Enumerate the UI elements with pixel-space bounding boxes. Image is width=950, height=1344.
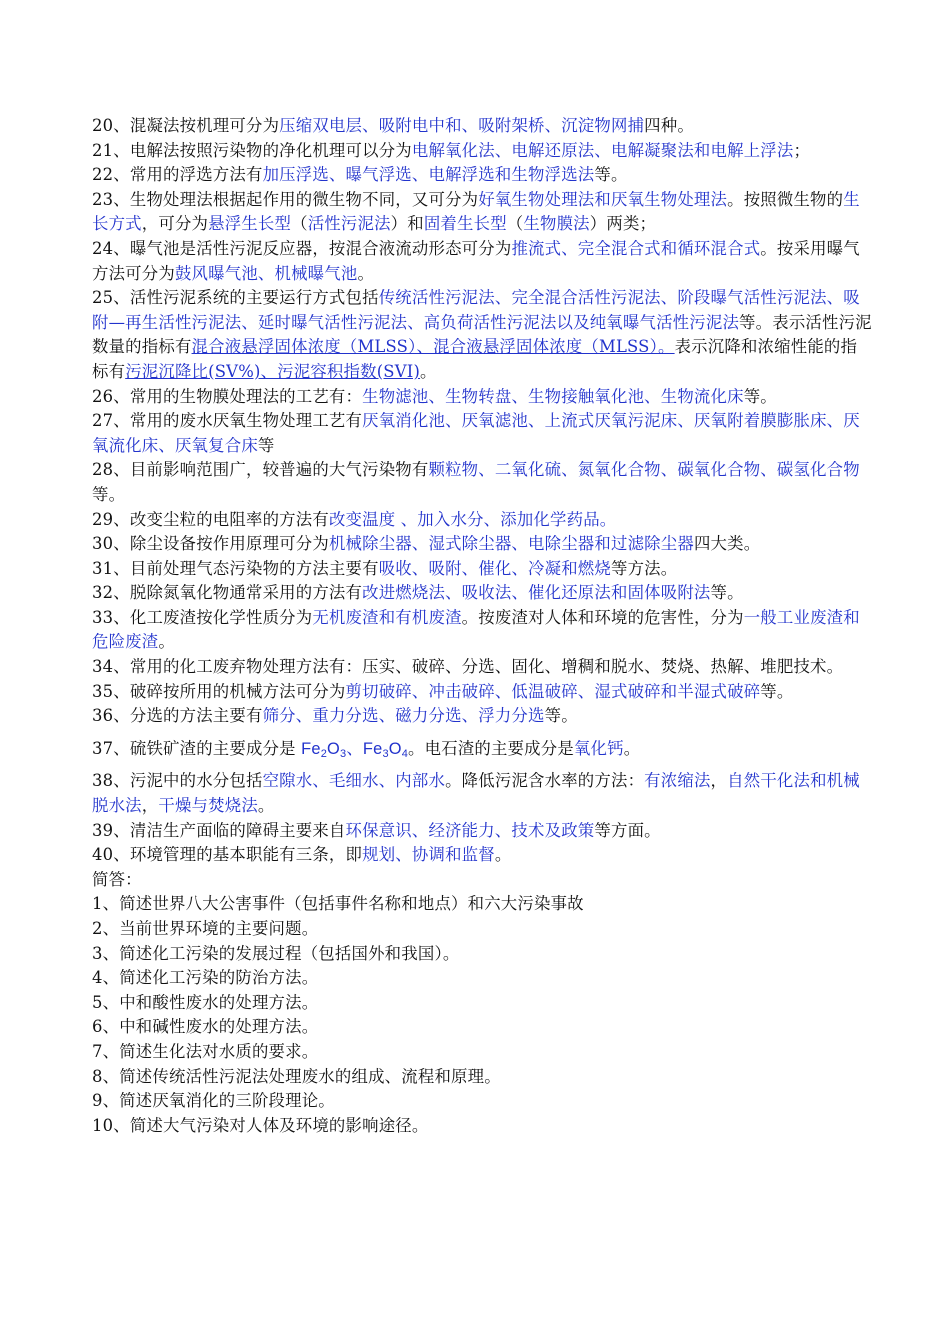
answer-text: 规划、协调和监督 <box>362 845 495 865</box>
answer-text: 加压浮选、曝气浮选、电解浮选和生物浮选法 <box>262 165 595 185</box>
fill-in-item-38 <box>92 769 872 818</box>
short-answer-item: 2、当前世界环境的主要问题。 <box>92 919 319 938</box>
question-text: 38、污泥中的水分包括 <box>92 771 263 791</box>
answer-text: Fe <box>301 739 321 758</box>
answer-text: 一般工业废渣和危险废渣 <box>92 607 860 652</box>
question-text: 四种。 <box>644 116 694 135</box>
answer-text: 电解氧化法、电解还原法、电解凝聚法和电解上浮法 <box>411 140 794 160</box>
question-text: 25、活性污泥系统的主要运行方式包括 <box>92 288 379 308</box>
question-text: 等 <box>257 435 275 455</box>
question-text: 35、破碎按所用的机械方法可分为 <box>92 681 346 701</box>
fill-in-item-33 <box>92 606 872 655</box>
answer-text: 筛分、重力分选、磁力分选、浮力分选 <box>262 706 545 726</box>
answer-text: 固着生长型 <box>423 214 507 234</box>
answer-text: 环保意识、经济能力、技术及政策 <box>345 820 595 840</box>
short-answer-item: 9、简述厌氧消化的三阶段理论。 <box>92 1091 335 1111</box>
question-text: 39、清洁生产面临的障碍主要来自 <box>92 820 346 840</box>
question-text: 26、常用的生物膜处理法的工艺有： <box>92 386 363 406</box>
question-text: 。按照微生物的 <box>727 189 844 209</box>
question-text: 22、常用的浮选方法有 <box>92 165 263 185</box>
short-answer-item: 7、简述生化法对水质的要求。 <box>92 1041 319 1061</box>
answer-text: 空隙水、毛细水、内部水 <box>262 771 446 791</box>
answer-text: 污泥沉降比(SV%)、污泥容积指数(SVI) <box>125 361 421 381</box>
answer-text: 生物滤池、生物转盘、生物接触氧化池、生物流化床 <box>362 386 744 406</box>
question-text: 等。 <box>544 706 578 726</box>
question-text: 28、目前影响范围广，较普遍的大气污染物有 <box>92 460 429 480</box>
fill-in-item-39 <box>92 819 872 844</box>
question-text: 24、曝气池是活性污泥反应器，按混合液流动形态可分为 <box>92 238 512 258</box>
fill-in-item-37 <box>92 737 872 762</box>
question-text: 表示沉降和浓缩性能的指标有 <box>92 337 858 381</box>
short-answer-heading: 简答： <box>92 869 142 889</box>
question-text: 等方面。 <box>594 820 661 840</box>
question-text: 。降低污泥含水率的方法： <box>445 771 645 791</box>
answer-text: 无机废渣和有机废渣 <box>312 607 462 627</box>
fill-in-item-40 <box>92 843 872 868</box>
question-text: 等。 <box>760 681 794 701</box>
question-text: （ <box>506 214 524 234</box>
answer-text: Fe <box>362 739 383 758</box>
answer-text: O <box>388 739 402 758</box>
question-text: ，可分为 <box>141 214 209 234</box>
answer-text: 生长方式 <box>92 189 860 234</box>
question-text: 33、化工废渣按化学性质分为 <box>92 607 313 627</box>
short-answer-item: 4、简述化工污染的防治方法。 <box>92 968 319 988</box>
question-text: 。 <box>158 632 175 652</box>
answer-text: O <box>327 739 340 758</box>
fill-in-item-28 <box>92 458 872 507</box>
question-text: ）两类； <box>589 214 657 234</box>
question-text: 。 <box>357 263 375 283</box>
question-text: ； <box>793 140 811 160</box>
question-text: 四大类。 <box>693 534 761 554</box>
fill-in-item-22 <box>92 163 872 188</box>
short-answer-item: 8、简述传统活性污泥法处理废水的组成、流程和原理。 <box>92 1066 501 1086</box>
question-text: 等。 <box>710 583 744 603</box>
answer-text: 传统活性污泥法、完全混合活性污泥法、阶段曝气活性污泥法、吸附—再生活性污泥法、延时曝气活性污泥法、高负荷活性污泥法以及纯氧曝气活性污泥法 <box>92 288 860 332</box>
answer-text: 厌氧消化池、厌氧滤池、上流式厌氧污泥床、厌氧附着膜膨胀床、厌氧流化床、厌氧复合床 <box>92 411 860 455</box>
short-answer-item: 10、简述大气污染对人体及环境的影响途径。 <box>92 1115 429 1135</box>
question-text: ， <box>141 796 159 816</box>
fill-in-item-29 <box>92 508 872 533</box>
answer-text: 混合液悬浮固体浓度（MLSS）、混合液悬浮固体浓度（MLSS）。 <box>191 337 675 357</box>
question-text: 30、除尘设备按作用原理可分为 <box>92 534 329 554</box>
short-answer-item: 6、中和碱性废水的处理方法。 <box>92 1017 319 1037</box>
question-text: 27、常用的废水厌氧生物处理工艺有 <box>92 411 363 431</box>
short-answer-list <box>92 892 872 1138</box>
answer-text: 好氧生物处理法和厌氧生物处理法 <box>478 189 728 209</box>
question-text: 。 <box>420 361 437 381</box>
question-text: 37、硫铁矿渣的主要成分是 <box>92 738 302 758</box>
question-text: 21、电解法按照污染物的净化机理可以分为 <box>92 140 412 160</box>
short-answer-item: 3、简述化工污染的发展过程（包括国外和我国）。 <box>92 943 460 963</box>
fill-in-item-23 <box>92 188 872 237</box>
fill-in-item-32 <box>92 581 872 606</box>
answer-text: 活性污泥法 <box>307 214 391 234</box>
answer-text: 2 <box>320 747 328 760</box>
document-page <box>92 114 872 1138</box>
answer-text: 3 <box>382 747 389 760</box>
question-text: ）和 <box>390 214 424 234</box>
question-text: 20、混凝法按机理可分为 <box>92 116 280 135</box>
fill-in-item-20 <box>92 114 872 139</box>
fill-in-item-21 <box>92 139 872 164</box>
question-text: 23、生物处理法根据起作用的微生物不同，又可分为 <box>92 189 479 209</box>
question-text: 。 <box>494 845 512 865</box>
answer-text: 吸收、吸附、催化、冷凝和燃烧 <box>378 558 611 578</box>
question-text: 。 <box>623 738 641 758</box>
answer-text: 3 <box>339 747 347 760</box>
answer-text: 氧化钙 <box>573 738 624 758</box>
answer-text: 有浓缩法 <box>644 771 711 791</box>
question-text: 等。 <box>594 165 628 185</box>
answer-text: 推流式、完全混合式和循环混合式 <box>511 238 761 258</box>
short-answer-item: 1、简述世界八大公害事件（包括事件名称和地点）和六大污染事故 <box>92 894 584 914</box>
answer-text: 、 <box>346 738 363 758</box>
question-text: 等。表示活性污泥数量的指标有 <box>92 312 872 357</box>
answer-text: 改变温度 、加入水分、添加化学药品。 <box>328 509 617 529</box>
answer-text: 颗粒物、二氧化硫、氮氧化合物、碳氧化合物、碳氢化合物 <box>428 460 860 480</box>
question-text: 。 <box>257 796 275 816</box>
question-text: 40、环境管理的基本职能有三条，即 <box>92 845 363 865</box>
question-text: 32、脱除氮氧化物通常采用的方法有 <box>92 583 363 603</box>
fill-in-item-34 <box>92 655 872 680</box>
answer-text: 改进燃烧法、吸收法、催化还原法和固体吸附法 <box>362 583 711 603</box>
fill-in-item-24 <box>92 237 872 286</box>
question-text: 。按采用曝气方法可分为 <box>92 238 860 283</box>
question-text: 。按废渣对人体和环境的危害性，分为 <box>461 607 744 627</box>
question-text: 等。 <box>92 484 126 504</box>
answer-text: 剪切破碎、冲击破碎、低温破碎、湿式破碎和半湿式破碎 <box>345 681 761 701</box>
answer-text: 悬浮生长型 <box>208 214 292 234</box>
question-text: 34、常用的化工废弃物处理方法有：压实、破碎、分选、固化、增稠和脱水、焚烧、热解、堆肥技术。 <box>92 657 844 677</box>
answer-text: 干燥与焚烧法 <box>158 796 258 816</box>
answer-text: 生物膜法 <box>523 214 590 234</box>
question-text: ， <box>710 771 728 791</box>
short-answer-item: 5、中和酸性废水的处理方法。 <box>92 992 319 1012</box>
fill-in-item-25 <box>92 286 872 384</box>
answer-text: 鼓风曝气池、机械曝气池 <box>174 263 358 283</box>
fill-in-item-30 <box>92 532 872 557</box>
question-text: 36、分选的方法主要有 <box>92 706 263 726</box>
fill-in-item-27 <box>92 409 872 458</box>
answer-text: 压缩双电层、吸附电中和、吸附架桥、沉淀物网捕 <box>279 116 645 135</box>
question-text: 等。 <box>743 386 777 406</box>
fill-in-item-35 <box>92 680 872 705</box>
question-text: 。电石渣的主要成分是 <box>408 738 574 758</box>
fill-in-item-36 <box>92 704 872 729</box>
question-text: 29、改变尘粒的电阻率的方法有 <box>92 509 329 529</box>
answer-text: 自然干化法和机械脱水法 <box>92 771 860 816</box>
question-text: （ <box>291 214 308 234</box>
fill-in-item-31 <box>92 557 872 582</box>
answer-text: 4 <box>401 747 409 760</box>
fill-in-list <box>92 114 872 868</box>
question-text: 等方法。 <box>611 558 678 578</box>
fill-in-item-26 <box>92 385 872 410</box>
answer-text: 机械除尘器、湿式除尘器、电除尘器和过滤除尘器 <box>328 534 694 554</box>
question-text: 31、目前处理气态污染物的方法主要有 <box>92 558 379 578</box>
